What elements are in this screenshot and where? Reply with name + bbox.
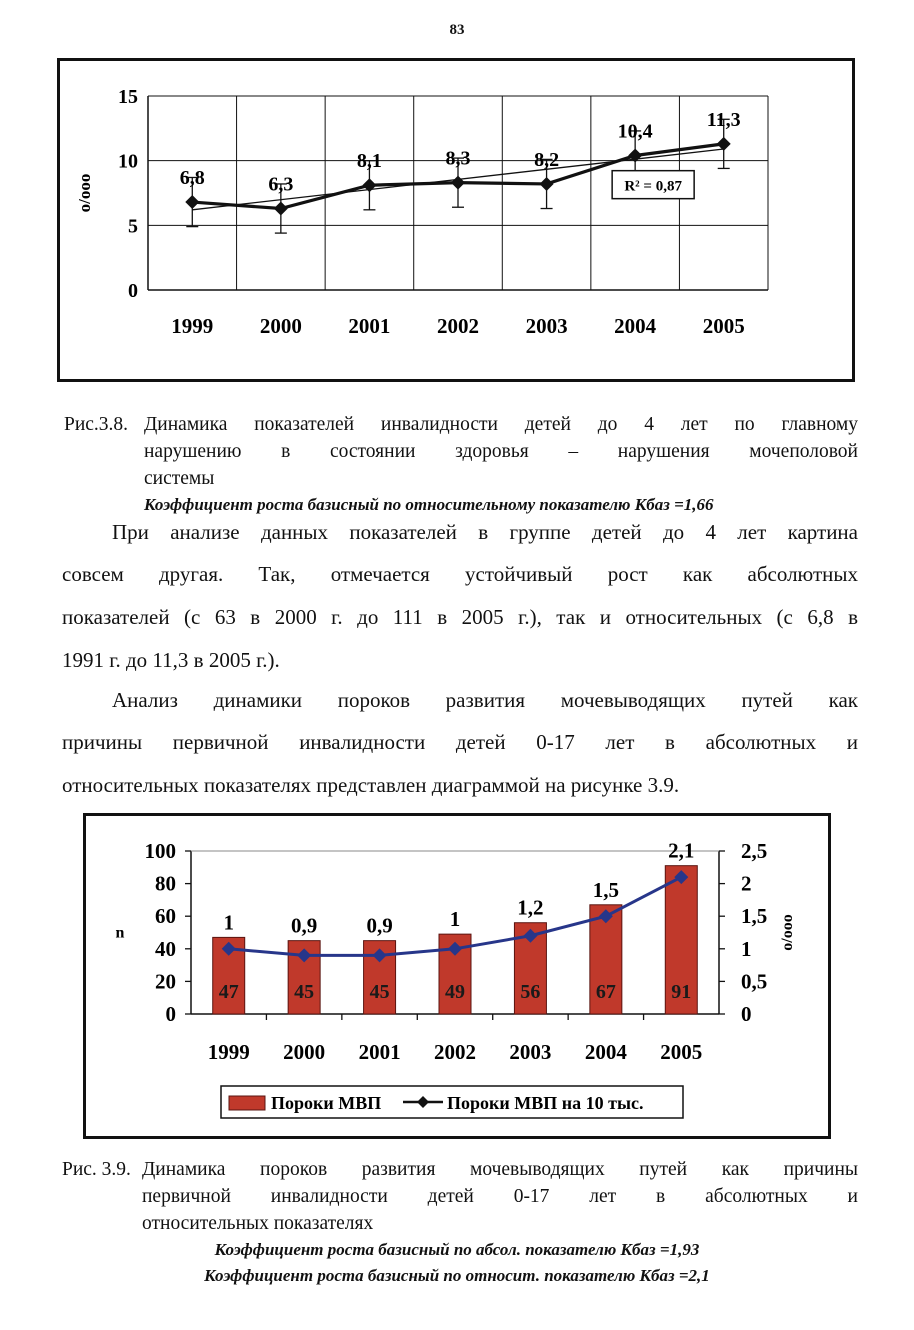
y2-axis-label: o/ooo: [779, 914, 796, 951]
paragraph-line: относительных показателях представлен диаграммой на рисунке 3.9.: [62, 773, 680, 797]
caption-number: Рис. 3.9.: [62, 1159, 131, 1180]
x-tick-label: 1999: [207, 1040, 250, 1064]
x-tick-label: 2003: [525, 314, 568, 338]
caption-body: [142, 1156, 858, 1237]
y2-tick-label: 0,5: [741, 969, 768, 994]
r-squared-label: R² = 0,87: [624, 178, 682, 195]
caption-line: нарушению в состоянии здоровья – нарушения мочеполовой: [144, 441, 858, 462]
line-value-label: 1,2: [517, 895, 544, 920]
caption-line: относительных показателях: [142, 1213, 374, 1234]
caption-line: системы: [144, 468, 215, 489]
bar-value-label: 45: [294, 981, 315, 1003]
page-number: 83: [449, 22, 465, 38]
x-tick-label: 2004: [584, 1040, 627, 1064]
line-value-label: 0,9: [291, 913, 318, 938]
y-tick-label: 10: [118, 150, 138, 173]
data-point-marker: [274, 202, 288, 216]
line-value-label: 1: [449, 907, 461, 932]
x-tick-label: 2005: [702, 314, 745, 338]
bar-value-label: 67: [595, 981, 616, 1003]
data-point-marker: [451, 176, 465, 190]
paragraph-line: Анализ динамики пороков развития мочевыводящих путей как: [112, 688, 858, 712]
data-label: 8,1: [356, 150, 382, 173]
y2-tick-label: 0: [741, 1002, 752, 1026]
caption-line: Динамика пороков развития мочевыводящих путей как причины: [142, 1159, 858, 1180]
paragraph-line: 1991 г. до 11,3 в 2005 г.).: [62, 648, 280, 672]
x-tick-label: 2000: [259, 314, 302, 338]
y2-tick-label: 1,5: [741, 904, 768, 929]
x-tick-label: 2004: [614, 314, 657, 338]
x-tick-label: 2005: [660, 1040, 703, 1064]
line-chart-svg: [60, 61, 852, 379]
x-tick-label: 2001: [348, 314, 391, 338]
data-label: 6,3: [268, 173, 294, 196]
bar-value-label: 45: [369, 981, 390, 1003]
data-point-marker: [185, 195, 199, 209]
paragraph-line: причины первичной инвалидности детей 0-17 лет в абсолютных и: [62, 730, 858, 754]
bar-value-label: 91: [671, 981, 692, 1003]
y2-tick-label: 2,5: [741, 839, 768, 863]
y-tick-label: 80: [155, 871, 176, 896]
y-tick-label: 40: [155, 936, 176, 961]
coefficient-note-relative: Коэффициент роста базисный по относит. показателю Кбаз =2,1: [204, 1266, 710, 1285]
line-value-label: 0,9: [366, 913, 393, 938]
bar-value-label: 56: [520, 981, 541, 1003]
bar-line-chart-svg: [86, 816, 828, 1136]
y-tick-label: 15: [118, 86, 138, 108]
data-label: 8,2: [534, 148, 560, 171]
y2-tick-label: 1: [741, 936, 752, 961]
line-value-label: 1: [223, 910, 234, 935]
data-label: 11,3: [706, 108, 741, 131]
y-tick-label: 60: [155, 904, 176, 929]
data-point-marker: [717, 137, 731, 151]
x-tick-label: 2003: [509, 1040, 552, 1064]
x-tick-label: 2002: [437, 314, 479, 338]
paragraph-line: При анализе данных показателей в группе детей до 4 лет картина: [112, 520, 858, 544]
line-value-label: 1,5: [592, 877, 619, 902]
bar-value-label: 47: [218, 981, 239, 1003]
caption-line: Динамика показателей инвалидности детей до 4 лет по главному: [144, 414, 858, 435]
data-label: 10,4: [617, 120, 653, 143]
legend-line-label: Пороки МВП на 10 тыс.: [447, 1093, 644, 1113]
y-tick-label: 100: [144, 839, 176, 863]
data-label: 8,3: [445, 147, 471, 170]
bar-value-label: 49: [445, 981, 465, 1003]
legend-bar-label: Пороки МВП: [271, 1093, 382, 1113]
data-point-marker: [540, 177, 554, 191]
figure-3-9-chart: [83, 813, 831, 1139]
y-tick-label: 0: [128, 280, 138, 302]
y-tick-label: 20: [155, 969, 176, 994]
caption-body: [144, 411, 858, 492]
line-value-label: 2,1: [668, 838, 695, 863]
y-tick-label: 0: [165, 1002, 176, 1026]
x-tick-label: 1999: [171, 314, 214, 338]
data-label: 6,8: [179, 167, 205, 190]
y-tick-label: 5: [128, 215, 138, 238]
paragraph-line: совсем другая. Так, отмечается устойчивый рост как абсолютных: [62, 562, 858, 586]
y-axis-label: n: [115, 924, 125, 942]
y2-tick-label: 2: [741, 871, 752, 896]
x-tick-label: 2000: [283, 1040, 326, 1064]
figure-3-8-chart: [57, 58, 855, 382]
legend-bar-swatch: [229, 1096, 265, 1110]
coefficient-note-absolute: Коэффициент роста базисный по абсол. показателю Кбаз =1,93: [214, 1240, 700, 1259]
y-axis-label: o/ooo: [75, 173, 94, 213]
paragraph-line: показателей (с 63 в 2000 г. до 111 в 2005 г.), так и относительных (с 6,8 в: [62, 605, 858, 629]
x-tick-label: 2001: [358, 1040, 401, 1064]
x-tick-label: 2002: [434, 1040, 476, 1064]
caption-line: первичной инвалидности детей 0-17 лет в абсолютных и: [142, 1186, 858, 1207]
coefficient-note: Коэффициент роста базисный по относительному показателю Кбаз =1,66: [144, 495, 714, 514]
caption-number: Рис.3.8.: [64, 414, 129, 435]
